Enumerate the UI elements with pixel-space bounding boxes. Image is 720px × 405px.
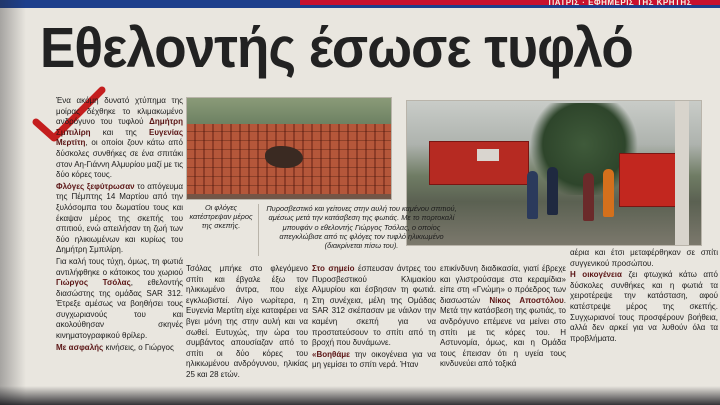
page-bottom-shadow: [0, 386, 720, 405]
paragraph-2-lead: Φλόγες ξεφύτρωσαν: [56, 181, 135, 191]
roof-photo-caption: Οι φλόγες κατέστρεψαν μέρος της σκεπής.: [189, 203, 253, 230]
paragraph-3: [56, 257, 183, 342]
firefighter-figure: [547, 167, 558, 215]
fire-truck-right: [619, 153, 681, 207]
column-4-before: επικίνδυνη διαδικασία, γιατί έβρεχε και γλιστρούσαμε στα κεραμίδια» είπε στη «Γνώμη» ο πρόεδρος των διασωστών: [440, 264, 566, 305]
masthead-strip-text: ΠΑΤΡΙΣ · ΕΦΗΜΕΡΙΣ ΤΗΣ ΚΡΗΤΗΣ: [548, 0, 692, 7]
column-5-p2-text: ζει φτωχικά κάτω από δύσκολες συνθήκες και η φωτιά τα χειροτέρεψε την κατάσταση, αφού κατέστρεψε μέρος της σκεπής. Συγχωριανοί τους προσφέρουν βοήθεια, αλλά δεν αρκεί για να λυθούν όλα τα προβλήματα.: [570, 270, 718, 343]
column-3-p2-lead: «Βοηθάμε: [312, 349, 350, 359]
name-evgenia: Ευγενίας Μερτίτη: [56, 127, 183, 148]
fire-truck-window: [477, 149, 499, 161]
fire-scene-caption: Πυροσβεστικό και γείτονες στην αυλή του καμένου σπιτιού, αμέσως μετά την κατάσβεση της φωτιάς. Με το πορτοκαλί μπουφάν ο εθελοντής Γιώργος Τσόλας, ο οποίος απεγκλώβισε από τις φλόγες τον τυφλό ηλικιωμένο (διακρίνεται πίσω του).: [258, 204, 460, 256]
column-5-paragraph-2: [570, 270, 718, 344]
column-3-paragraph-1: [312, 264, 436, 349]
column-4-text: [440, 264, 566, 370]
bystander-figure: [583, 173, 594, 221]
column-4-after: . Μετά την κατάσβεση της φωτιάς, το ανδρόγυνο επέμενε να μείνει στο σπίτι με τις κόρες του. Η Αστυνομία, όμως, και η Ομάδα τους έπεισαν ότι η υγεία τους κινδυνεύει από τοξικά: [440, 295, 566, 369]
column-5-p2-lead: Η οικογένεια: [570, 270, 622, 280]
paragraph-3-after: , εθελοντής διασώστης της ομάδας SAR 312. Έτρεξε αμέσως να βοηθήσει τους συγχωριανούς του και ακολούθησαν σκηνές κινηματογραφικού θρίλερ.: [56, 278, 183, 341]
paragraph-4-text: κινήσεις, ο Γιώργος: [103, 342, 174, 352]
paragraph-4-lead: Με ασφαλής: [56, 342, 104, 352]
article-column-5: [570, 248, 718, 398]
roof-burn-hole: [265, 146, 303, 168]
article-column-3: [312, 264, 436, 404]
lead-text-mid: και της: [90, 127, 149, 137]
lead-text-before: Ένα ακόμη δυνατό χτύπημα της μοίρας δέχθηκε το κλιμακωμένο ανδρόγυνο του τυφλού: [56, 96, 183, 127]
column-3-paragraph-2: [312, 350, 436, 371]
lead-text-after: , οι οποίοι ζουν κάτω από δύσκολες συνθήκες σε ένα σπιτάκι στον Αη-Γιάννη Αλμυρίου μαζί με τις δύο κόρες τους.: [56, 138, 184, 180]
page-left-shadow: [0, 0, 26, 405]
firefighter-figure: [527, 171, 538, 219]
volunteer-orange-jacket-figure: [603, 169, 614, 217]
column-3-p1-lead: Στο σημείο: [312, 264, 355, 273]
paragraph-4: [56, 343, 183, 354]
utility-pole: [675, 101, 689, 246]
column-2-text: Τσόλας μπήκε στο φλεγόμενο σπίτι και έβγαλε έξω τον ηλικιωμένο άντρα, που είχε εγκλωβιστεί. Λίγο νωρίτερα, η Ευγενία Μερτίτη είχε καταφέρει να βγει μόνη της στην αυλή και να σωθεί. Ευτυχώς, την ώρα του συμβάντος απουσίαζαν από το σπίτι οι δύο κόρες του ηλικιωμένου ανδρόγυνου, ηλικίας 25 και 28 ετών.: [186, 264, 308, 379]
name-nikos: Νίκος Αποστόλου: [489, 295, 564, 305]
paragraph-2: [56, 182, 183, 256]
name-dimitris: Δημήτρη Σμπιλίρη: [56, 117, 183, 137]
paragraph-3-before: Για καλή τους τύχη, όμως, τη φωτιά αντιλήφθηκε ο κάτοικος του χωριού: [56, 256, 183, 277]
column-3-p1-text: έσπευσαν άντρες του Πυροσβεστικού Κλιμακίου Αλμυρίου και έσβησαν τη φωτιά. Στη συνέχεια, μέλη της Ομάδας SAR 312 σκέπασαν με νάιλον την καμένη σκεπή για να προστατεύσουν το σπίτι από τη βροχή που δυνάμωνε.: [312, 264, 437, 348]
article-column-4: [440, 264, 566, 404]
lead-paragraph: [56, 96, 183, 181]
column-3-p2-text: την οικογένεια για να μη γεμίσει το σπίτι νερά. Ήταν: [312, 349, 436, 370]
article-headline: Εθελοντής έσωσε τυφλό: [40, 16, 633, 80]
article-column-2: [186, 264, 308, 404]
roof-photo: [186, 97, 392, 200]
paragraph-2-text: το απόγευμα της Πέμπτης 14 Μαρτίου από την ξυλόσομπα του δωματίου τους και έκαψαν μέρος της σκεπής του σπιτιού, ενώ απειλήσαν τη ζωή των δύο ηλικιωμένων και κυρίως του Δημήτρη Σμπιλίρη.: [56, 181, 183, 255]
name-giorgos: Γιώργος Τσόλας: [56, 278, 131, 288]
fire-truck-left: [429, 141, 529, 185]
article-column-1: [30, 96, 183, 396]
column-5-paragraph-1: αέρια και έτσι μεταφέρθηκαν σε σπίτι συγγενικού προσώπου.: [570, 248, 718, 268]
